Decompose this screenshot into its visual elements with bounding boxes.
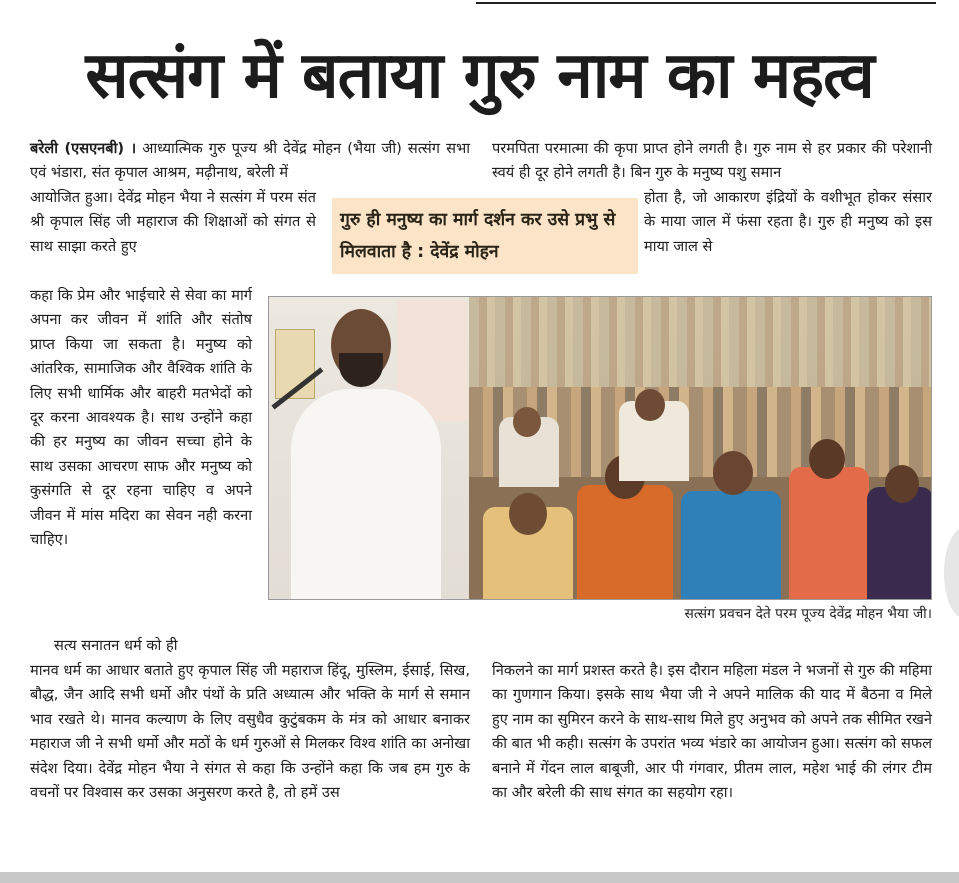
bottom-right-para: निकलने का मार्ग प्रशस्त करते है। इस दौरान महिला मंडल ने भजनों से गुरु की महिमा का गुणगान किया। इसके साथ भैया जी ने अपने मालिक की याद में बैठना व मिले हुए नाम का सुमिरन करने के साथ-साथ मिले हुए अनुभव को अपने तक सीमित रखने की बात भी कही। सत्संग के उपरांत भव्य भंडारे का आयोजन हुआ। सत्संग को सफल बनाने में गेंदन लाल बाबूजी, आर पी गंगवार, प्रीतम लाल, महेश भाई की लंगर टीम का और बरेली की साध संगत का सहयोग रहा। bbox=[492, 662, 932, 802]
col1-para2: आयोजित हुआ। देवेंद्र मोहन भैया ने सत्संग में परम संत श्री कृपाल सिंह जी महाराज की शिक्षाओं को संगत से साथ साझा करते हुए bbox=[30, 189, 316, 255]
audience-area bbox=[469, 297, 932, 600]
head-icon bbox=[509, 493, 547, 535]
col2-para2: होता है, जो आकारण इंद्रियों के वशीभूत होकर संसार के माया जाल में फंसा रहता है। गुरु ही मनुष्य को इस माया जाल से bbox=[644, 189, 932, 255]
head-icon bbox=[713, 451, 753, 495]
white-robe-icon bbox=[291, 389, 441, 600]
head-icon bbox=[513, 407, 541, 437]
col1-intro bbox=[30, 137, 470, 186]
person-icon bbox=[789, 467, 869, 600]
crowd-back bbox=[469, 297, 932, 387]
photo-caption: सत्संग प्रवचन देते परम पूज्य देवेंद्र मोहन भैया जी। bbox=[684, 606, 932, 622]
col1-para4: सत्य सनातन धर्म को ही bbox=[54, 637, 178, 654]
person-icon bbox=[577, 485, 673, 600]
head-icon bbox=[635, 389, 665, 421]
article-photo bbox=[268, 296, 932, 600]
col2-para1: परमपिता परमात्मा की कृपा प्राप्त होने लगती है। गुरु नाम से हर प्रकार की परेशानी स्वयं ही दूर होने लगती है। बिन गुरु के मनुष्य पशु समान bbox=[492, 140, 932, 182]
bottom-left-para: मानव धर्म का आधार बताते हुए कृपाल सिंह जी महाराज हिंदू, मुस्लिम, ईसाई, सिख, बौद्ध, जैन आदि सभी धर्मो और पंथों के प्रति अध्यात्म और भक्ति के मार्ग से समान भाव रखते थे। मानव कल्याण के लिए वसुधैव कुटुंबकम के मंत्र को आधार बनाकर महाराज जी ने सभी धर्मो और मठों के धर्म गुरुओं से मिलकर विश्व शांति का अनोखा संदेश दिया। देवेंद्र मोहन भैया ने संगत से कहा कि उन्होंने कहा कि जब हम गुरु के वचनों पर विश्वास कर उसका अनुसरण करते है, तो हमें उस bbox=[30, 662, 470, 802]
person-icon bbox=[867, 487, 932, 600]
col1-para3: कहा कि प्रेम और भाईचारे से सेवा का मार्ग अपना कर जीवन में शांति और संतोष प्राप्त किया जा सकता है। मनुष्य को आंतरिक, सामाजिक और वैश्विक शांति के लिए सभी धार्मिक और बाहरी मतभेदों को दूर करना आवश्यक है। साथ उन्होंने कहा की हर मनुष्य का जीवन सच्चा होने के साथ उसका आचरण साफ और मनुष्य को कुसंगति से दूर रहना चाहिए व अपने जीवन में मांस मदिरा का सेवन नही करना चाहिए। bbox=[30, 287, 252, 549]
pullquote: गुरु ही मनुष्य का मार्ग दर्शन कर उसे प्रभु से मिलवाता है : देवेंद्र मोहन bbox=[332, 198, 638, 274]
col1-line1: आध्यात्मिक गुरु पूज्य श्री देवेंद्र मोहन (भैया जी) सत्संग सभा एवं भंडारा, संत कृपाल आश्रम, मढ़ीनाथ, बरेली में bbox=[30, 140, 470, 182]
speaker-area bbox=[269, 297, 469, 600]
beard-icon bbox=[339, 353, 383, 387]
person-icon bbox=[681, 491, 781, 600]
head-icon bbox=[809, 439, 845, 479]
page-edge-curve bbox=[944, 528, 959, 618]
head-icon bbox=[885, 465, 919, 503]
bottom-bar bbox=[0, 872, 959, 883]
headline: सत्संग में बताया गुरु नाम का महत्व bbox=[85, 39, 874, 113]
dateline: बरेली (एसएनबी) । bbox=[30, 140, 137, 157]
top-rule bbox=[476, 2, 936, 4]
